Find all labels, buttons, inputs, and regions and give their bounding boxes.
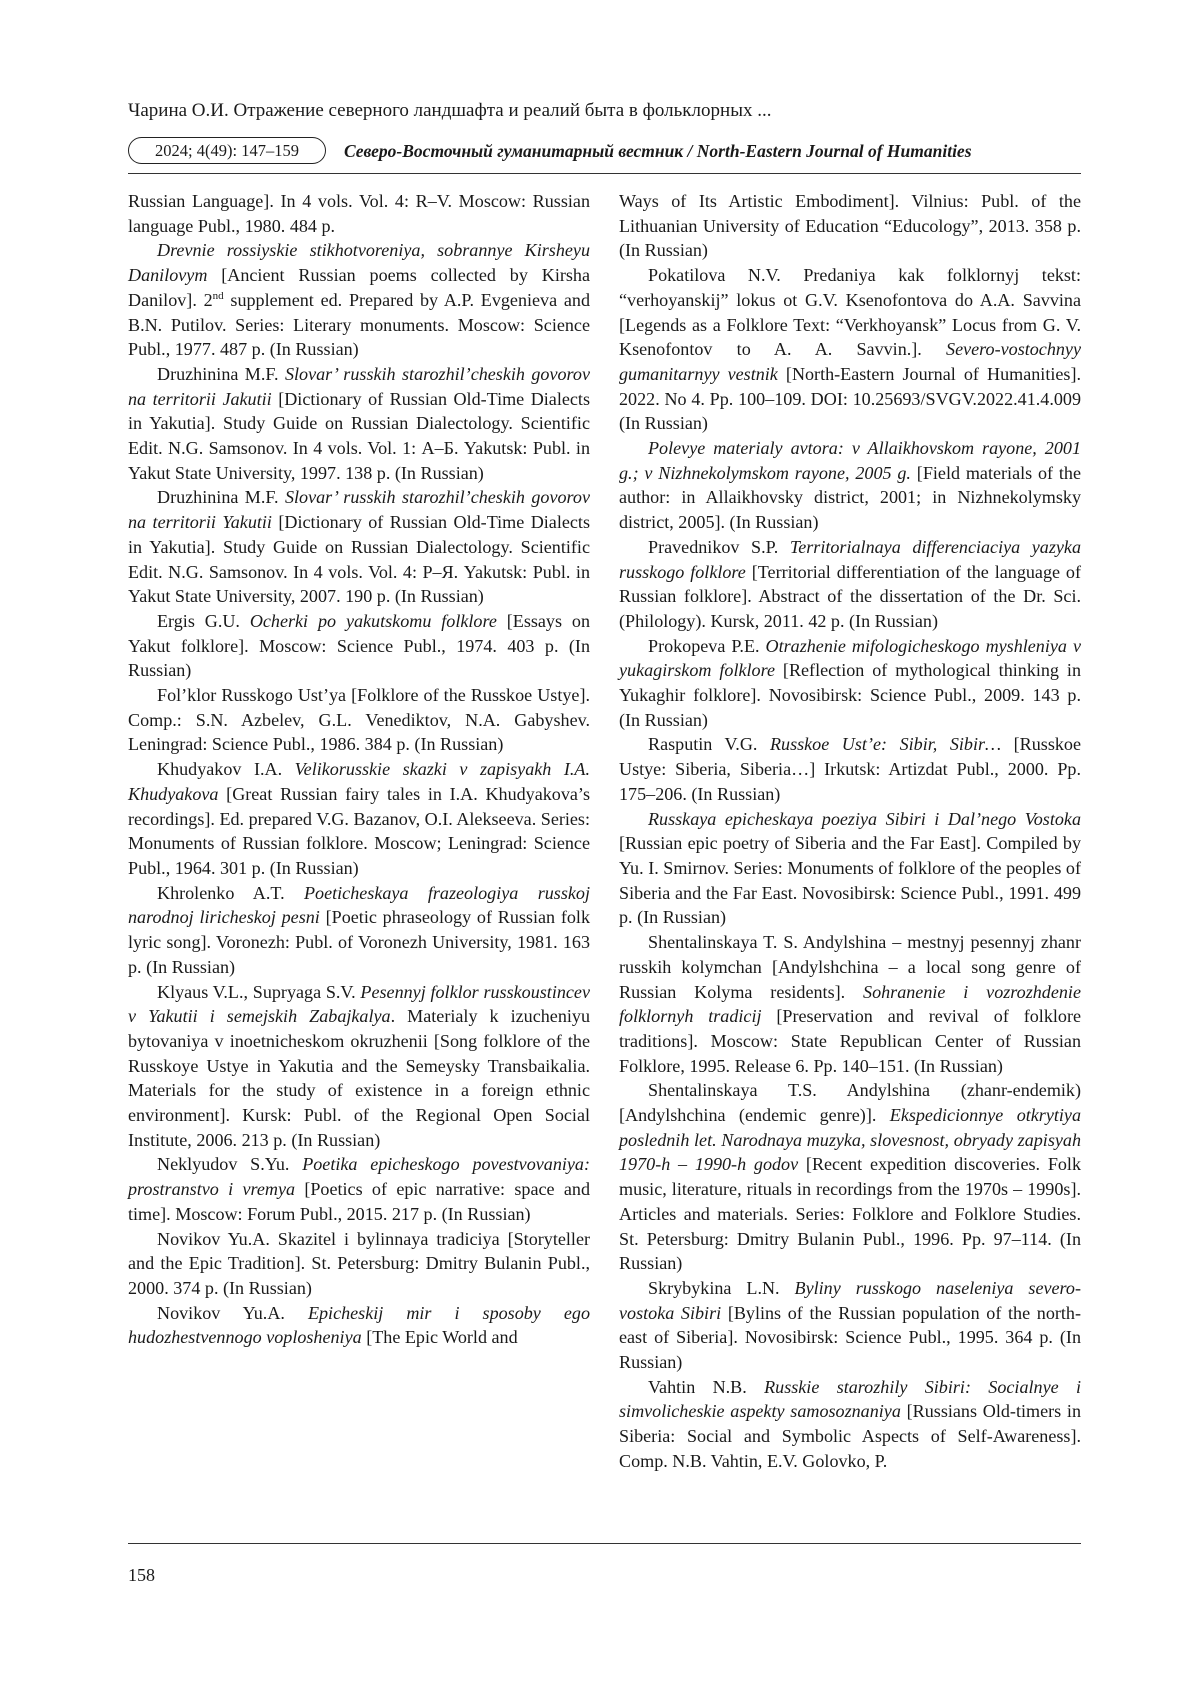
issue-badge: 2024; 4(49): 147–159 (128, 137, 326, 164)
reference-entry: Rasputin V.G. Russkoe Ust’e: Sibir, Sibir… [Russkoe Ustye: Siberia, Siberia…] Irkutsk: Artizdat Publ., 2000. Pp. 175–206. (In Russian) (619, 734, 1082, 804)
reference-entry: Novikov Yu.A. Skazitel i bylinnaya tradiciya [Storyteller and the Epic Tradition]. St. Petersburg: Dmitry Bulanin Publ., 2000. 374 p. (In Russian) (128, 1228, 590, 1298)
reference-entry: Fol’klor Russkogo Ust’ya [Folklore of the Russkoe Ustye]. Comp.: S.N. Azbelev, G.L. Venediktov, N.A. Gabyshev. Leningrad: Science Publ., 1986. 384 p. (In Russian) (128, 685, 590, 755)
reference-entry: Novikov Yu.A. Epicheskij mir i sposoby ego hudozhestvennogo voplosheniya [The Epic World and (128, 1302, 590, 1348)
reference-entry: Russian Language]. In 4 vols. Vol. 4: R–V. Moscow: Russian language Publ., 1980. 484 p. (128, 191, 590, 236)
issue-header-row (128, 136, 1080, 168)
reference-entry: Russkaya epicheskaya poeziya Sibiri i Dal’nego Vostoka [Russian epic poetry of Siberia and the Far East]. Compiled by Yu. I. Smirnov. Series: Monuments of folklore of the peoples of Siberia and the Far East. Novosibirsk: Science Publ., 1991. 499 p. (In Russian) (619, 808, 1081, 928)
reference-entry: Neklyudov S.Yu. Poetika epicheskogo povestvovaniya: prostranstvo i vremya [Poetics of epic narrative: space and time]. Moscow: Forum Publ., 2015. 217 p. (In Russian) (128, 1154, 590, 1224)
reference-entry: Shentalinskaya T.S. Andylshina (zhanr-endemik) [Andylshchina (endemic genre)]. Ekspedicionnye otkrytiya poslednih let. Narodnaya muzyka, slovesnost, obryady zapisyah 1970-h – 1990-h godov [Recent expedition discoveries. Folk music, literature, rituals in recordings from the 1970s – 1990s]. Articles and materials. Series: Folklore and Folklore Studies. St. Petersburg: Dmitry Bulanin Publ., 1996. Pp. 97–114. (In Russian) (619, 1080, 1082, 1274)
reference-entry: Prokopeva P.E. Otrazhenie mifologicheskogo myshleniya v yukagirskom folklore [Reflection of mythological thinking in Yukaghir folklore]. Novosibirsk: Science Publ., 2009. 143 p. (In Russian) (619, 635, 1081, 730)
header-divider (128, 173, 1081, 174)
reference-entry: Drevnie rossiyskie stikhotvoreniya, sobrannye Kirsheyu Danilovym [Ancient Russian poems collected by Kirsha Danilov]. 2nd supplement ed. Prepared by A.P. Evgenieva and B.N. Putilov. Series: Literary monuments. Moscow: Science Publ., 1977. 487 p. (In Russian) (128, 240, 591, 360)
reference-entry: Skrybykina L.N. Byliny russkogo naseleniya severo-vostoka Sibiri [Bylins of the Russian population of the north-east of Siberia]. Novosibirsk: Science Publ., 1995. 364 p. (In Russian) (619, 1277, 1081, 1373)
reference-entry: Ergis G.U. Ocherki po yakutskomu folklore [Essays on Yakut folklore]. Moscow: Science Publ., 1974. 403 p. (In Russian) (128, 610, 590, 681)
reference-entry: Pravednikov S.P. Territorialnaya differenciaciya yazyka russkogo folklore [Territorial differentiation of the language of Russian folklore]. Abstract of the dissertation of the Dr. Sci. (Philology). Kursk, 2011. 42 p. (In Russian) (619, 536, 1081, 631)
references-right-column (619, 189, 1081, 1474)
page-number: 158 (128, 1565, 155, 1585)
journal-name: Северо-Восточный гуманитарный вестник / North-Eastern Journal of Humanities (344, 141, 972, 161)
reference-entry: Shentalinskaya T. S. Andylshina – mestnyj pesennyj zhanr russkih kolymchan [Andylshchina – a local song genre of Russian Kolyma residents]. Sohranenie i vozrozhdenie folklornyh tradicij [Preservation and revival of folklore traditions]. Moscow: State Republican Center of Russian Folklore, 1995. Release 6. Pp. 140–151. (In Russian) (619, 932, 1082, 1076)
reference-entry: Vahtin N.B. Russkie starozhily Sibiri: Socialnye i simvolicheskie aspekty samosoznaniya [Russians Old-timers in Siberia: Social and Symbolic Aspects of Self-Awareness]. Comp. N.B. Vahtin, E.V. Golovko, P. (619, 1376, 1082, 1471)
reference-entry: Khudyakov I.A. Velikorusskie skazki v zapisyakh I.A. Khudyakova [Great Russian fairy tales in I.A. Khudyakova’s recordings]. Ed. prepared V.G. Bazanov, O.I. Alekseeva. Series: Monuments of Russian folklore. Moscow; Leningrad: Science Publ., 1964. 301 p. (In Russian) (128, 759, 590, 878)
reference-entry: Pokatilova N.V. Predaniya kak folklornyj tekst: “verhoyanskij” lokus ot G.V. Ksenofontova do A.A. Savvina [Legends as a Folklore Text: “Verkhoyansk” Locus from G. V. Ksenofontov to A. A. Savvin.]. Severo-vostochnyy gumanitarnyy vestnik [North-Eastern Journal of Humanities]. 2022. No 4. Pp. 100–109. DOI: 10.25693/SVGV.2022.41.4.009 (In Russian) (619, 265, 1081, 434)
reference-entry: Polevye materialy avtora: v Allaikhovskom rayone, 2001 g.; v Nizhnekolymskom rayone, 2005 g. [Field materials of the author: in Allaikhovsky district, 2001; in Nizhnekolymsky district, 2005]. (In Russian) (619, 438, 1082, 533)
reference-entry: Klyaus V.L., Supryaga S.V. Pesennyj folklor russkoustincev v Yakutii i semejskih Zabajkalya. Materialy k izucheniyu bytovaniya v inoetnicheskom okruzhenii [Song folklore of the Russkoye Ustye in Yakutia and the Semeysky Transbaikalia. Materials for the study of existence in a foreign ethnic environment]. Kursk: Publ. of the Regional Open Social Institute, 2006. 213 p. (In Russian) (128, 981, 591, 1150)
reference-entry: Druzhinina M.F. Slovar’ russkih starozhil’cheskih govorov na territorii Yakutii [Dictionary of Russian Old-Time Dialects in Yakutia]. Study Guide on Russian Dialectology. Scientific Edit. N.G. Samsonov. In 4 vols. Vol. 4: Р–Я. Yakutsk: Publ. in Yakut State University, 2007. 190 p. (In Russian) (128, 487, 590, 607)
footer-divider (128, 1543, 1081, 1544)
reference-entry: Khrolenko A.T. Poeticheskaya frazeologiya russkoj narodnoj liricheskoj pesni [Poetic phraseology of Russian folk lyric song]. Voronezh: Publ. of Voronezh University, 1981. 163 p. (In Russian) (128, 882, 591, 977)
reference-entry: Druzhinina M.F. Slovar’ russkih starozhil’cheskih govorov na territorii Jakutii [Dictionary of Russian Old-Time Dialects in Yakutia]. Study Guide on Russian Dialectology. Scientific Edit. N.G. Samsonov. In 4 vols. Vol. 1: А–Б. Yakutsk: Publ. in Yakut State University, 1997. 138 p. (In Russian) (128, 363, 590, 483)
reference-entry: Ways of Its Artistic Embodiment]. Vilnius: Publ. of the Lithuanian University of Education “Educology”, 2013. 358 p. (In Russian) (619, 191, 1081, 261)
running-head-title: Чарина О.И. Отражение северного ландшафта и реалий быта в фольклорных ... (128, 100, 772, 121)
references-left-column (128, 189, 590, 1350)
